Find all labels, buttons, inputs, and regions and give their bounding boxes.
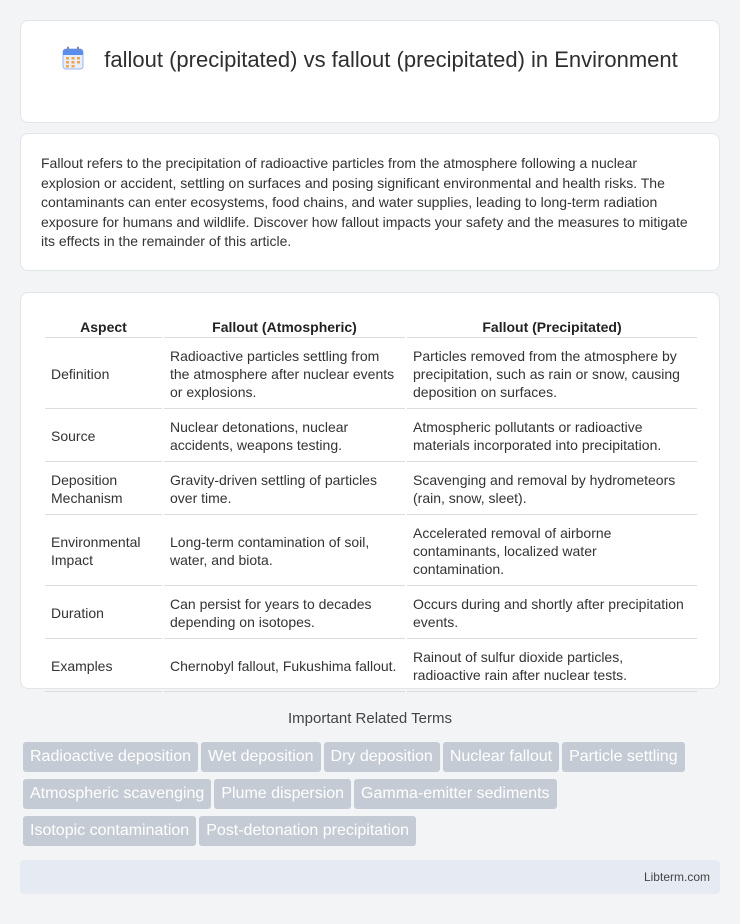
row-atmospheric: Chernobyl fallout, Fukushima fallout. bbox=[164, 641, 405, 692]
row-precipitated: Atmospheric pollutants or radioactive materials incorporated into precipitation. bbox=[407, 411, 697, 462]
row-atmospheric: Gravity-driven settling of particles over time. bbox=[164, 464, 405, 515]
footer-site-link[interactable]: Libterm.com bbox=[643, 870, 710, 884]
table-row bbox=[45, 411, 697, 462]
related-terms-list bbox=[23, 742, 723, 853]
header-precipitated: Fallout (Precipitated) bbox=[407, 315, 697, 338]
table-row bbox=[45, 588, 697, 639]
table-row bbox=[45, 641, 697, 692]
related-term-tag[interactable]: Dry deposition bbox=[324, 742, 440, 772]
row-aspect: Definition bbox=[45, 340, 162, 409]
row-atmospheric: Long-term contamination of soil, water, and biota. bbox=[164, 517, 405, 586]
related-terms-heading: Important Related Terms bbox=[288, 710, 452, 727]
row-precipitated: Occurs during and shortly after precipitation events. bbox=[407, 588, 697, 639]
comparison-table bbox=[43, 313, 699, 694]
row-precipitated: Accelerated removal of airborne contaminants, localized water contamination. bbox=[407, 517, 697, 586]
table-row bbox=[45, 517, 697, 586]
row-aspect: Environmental Impact bbox=[45, 517, 162, 586]
row-precipitated: Rainout of sulfur dioxide particles, radioactive rain after nuclear tests. bbox=[407, 641, 697, 692]
row-atmospheric: Can persist for years to decades depending on isotopes. bbox=[164, 588, 405, 639]
intro-paragraph: Fallout refers to the precipitation of radioactive particles from the atmosphere following a nuclear explosion or accident, settling on surfaces and posing significant environmental and health risks. The contaminants can enter ecosystems, food chains, and water supplies, leading to long-term radiation exposure for humans and wildlife. Discover how fallout impacts your safety and the measures to mitigate its effects in the remainder of this article. bbox=[41, 155, 688, 250]
row-precipitated: Particles removed from the atmosphere by precipitation, such as rain or snow, causing deposition on surfaces. bbox=[407, 340, 697, 409]
row-aspect: Source bbox=[45, 411, 162, 462]
row-atmospheric: Nuclear detonations, nuclear accidents, weapons testing. bbox=[164, 411, 405, 462]
related-term-tag[interactable]: Post-detonation precipitation bbox=[199, 816, 416, 846]
related-term-tag[interactable]: Plume dispersion bbox=[214, 779, 351, 809]
row-aspect: Examples bbox=[45, 641, 162, 692]
header-atmospheric: Fallout (Atmospheric) bbox=[164, 315, 405, 338]
title-card bbox=[20, 20, 720, 123]
page-title: fallout (precipitated) vs fallout (precipitated) in Environment bbox=[104, 47, 678, 72]
row-aspect: Deposition Mechanism bbox=[45, 464, 162, 515]
related-term-tag[interactable]: Wet deposition bbox=[201, 742, 321, 772]
header-aspect: Aspect bbox=[45, 315, 162, 338]
footer bbox=[20, 860, 720, 894]
related-term-tag[interactable]: Particle settling bbox=[562, 742, 685, 772]
calendar-icon bbox=[62, 46, 84, 70]
related-term-tag[interactable]: Nuclear fallout bbox=[443, 742, 559, 772]
related-term-tag[interactable]: Gamma-emitter sediments bbox=[354, 779, 557, 809]
table-row bbox=[45, 340, 697, 409]
comparison-card bbox=[20, 292, 720, 689]
related-term-tag[interactable]: Radioactive deposition bbox=[23, 742, 198, 772]
row-aspect: Duration bbox=[45, 588, 162, 639]
related-term-tag[interactable]: Isotopic contamination bbox=[23, 816, 196, 846]
row-atmospheric: Radioactive particles settling from the atmosphere after nuclear events or explosions. bbox=[164, 340, 405, 409]
table-header-row bbox=[45, 315, 697, 338]
page-title-wrap bbox=[21, 45, 719, 74]
related-term-tag[interactable]: Atmospheric scavenging bbox=[23, 779, 211, 809]
table-row bbox=[45, 464, 697, 515]
intro-card bbox=[20, 133, 720, 271]
row-precipitated: Scavenging and removal by hydrometeors (rain, snow, sleet). bbox=[407, 464, 697, 515]
